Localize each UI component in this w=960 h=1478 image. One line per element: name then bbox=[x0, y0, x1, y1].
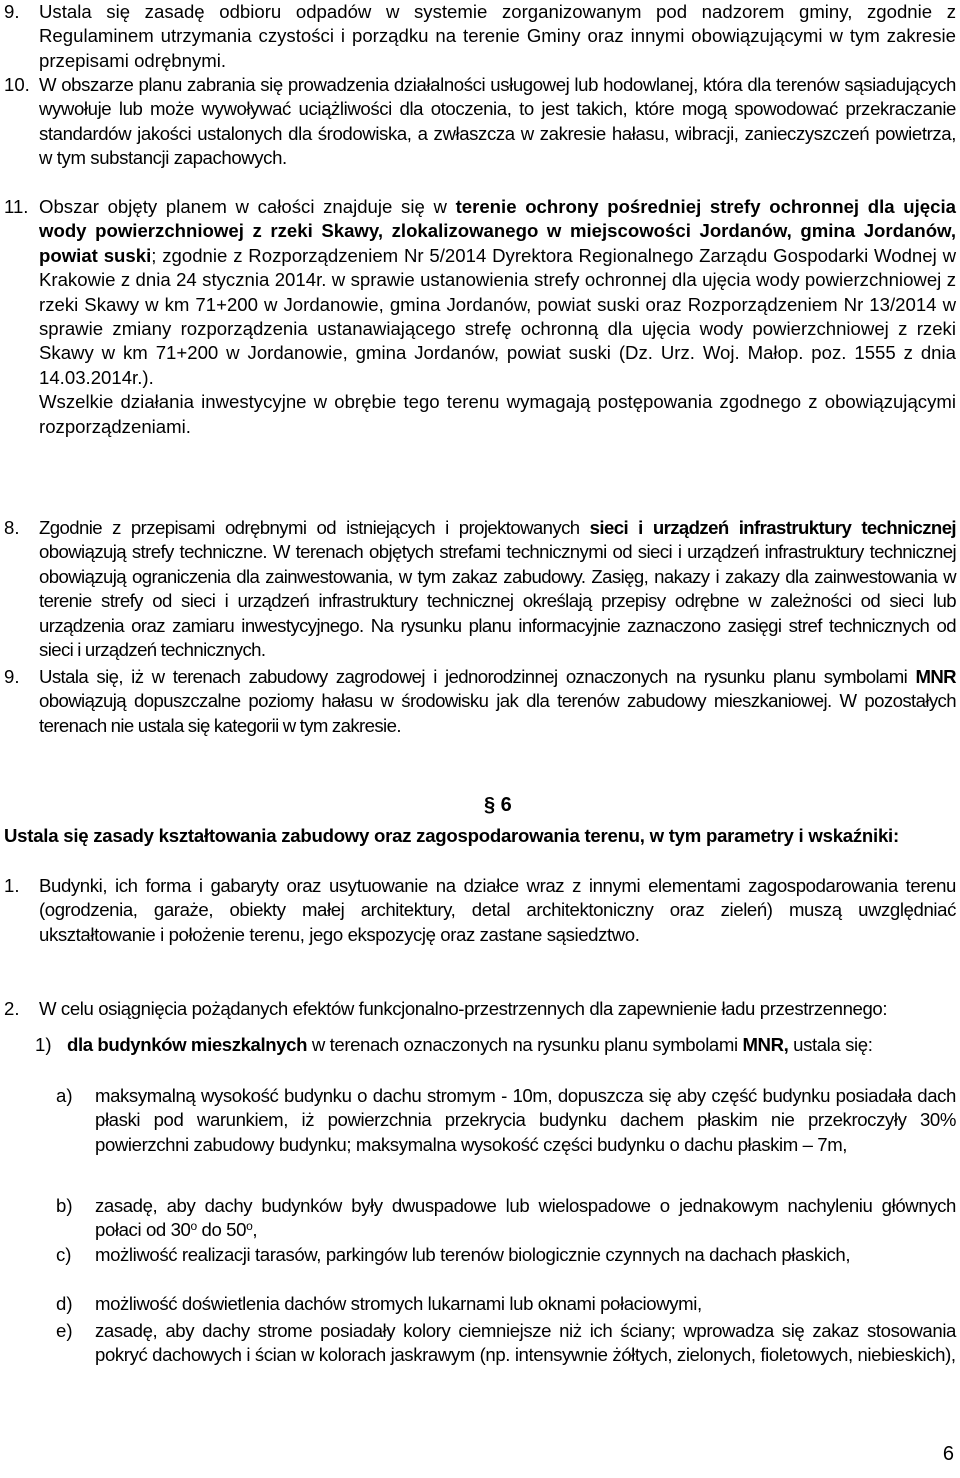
text-run: Obszar objęty planem w całości znajduje się w bbox=[39, 196, 456, 217]
rule-b-roof-slope bbox=[56, 1194, 956, 1243]
bold-text-mnr: MNR bbox=[915, 666, 956, 687]
list-item-9-waste bbox=[4, 0, 956, 73]
item-number: 8. bbox=[4, 517, 20, 538]
item-number: e) bbox=[56, 1320, 73, 1341]
item-text: W celu osiągnięcia pożądanych efektów funkcjonalno-przestrzennych dla zapewnienie ładu przestrzennego: bbox=[39, 998, 888, 1019]
item-number: b) bbox=[56, 1195, 73, 1216]
rule-d-skylights bbox=[56, 1292, 956, 1316]
rule-2-1-residential-buildings bbox=[35, 1033, 956, 1057]
list-item-11-protection-zone bbox=[4, 195, 956, 439]
text-run: obowiązują strefy techniczne. W terenach objętych strefami technicznymi od sieci i urządzeń infrastruktury technicznej obowiązują ograniczenia dla zainwestowania, w tym zakaz zabudowy. Zasięg, nakazy i zakazy dla zainwestowania w terenie strefy od sieci i urządzeń infrastruktury technicznej określają przepisy odrębne w zależności od sieci lub urządzenia oraz zamiaru inwestycyjnego. Na rysunku planu informacyjnie zaznaczono zasięgi stref technicznych od sieci i urządzeń technicznych. bbox=[39, 541, 956, 661]
item-number: 11. bbox=[4, 196, 29, 217]
item-text: zasadę, aby dachy strome posiadały kolory ciemniejsze niż ich ściany; wprowadza się zakaz stosowania pokryć dachowych i ścian w kolorach jaskrawym (np. intensywnie żółtych, zielonych, fioletowych, niebieskich), bbox=[95, 1320, 956, 1366]
rule-e-roof-colors bbox=[56, 1319, 956, 1368]
rule-1-building-form bbox=[4, 874, 956, 947]
text-run: ustala się: bbox=[788, 1034, 873, 1055]
item-text: Ustala się zasadę odbioru odpadów w systemie zorganizowanym pod nadzorem gminy, zgodnie z Regulaminem utrzymania czystości i porządku na terenie Gminy oraz innymi obowiązującymi w tym zakresie przepisami odrębnymi. bbox=[39, 1, 956, 71]
bold-text-infrastructure: sieci i urządzeń infrastruktury technicznej bbox=[589, 517, 956, 538]
text-run: Wszelkie działania inwestycyjne w obrębie tego terenu wymagają postępowania zgodnego z obowiązującymi rozporządzeniami. bbox=[39, 391, 956, 437]
item-number: a) bbox=[56, 1085, 73, 1106]
section-title: Ustala się zasady kształtowania zabudowy oraz zagospodarowania terenu, w tym parametry i wskaźniki: bbox=[4, 825, 899, 846]
text-run: do 50 bbox=[196, 1219, 247, 1241]
text-run: Ustala się, iż w terenach zabudowy zagrodowej i jednorodzinnej oznaczonych na rysunku planu symbolami bbox=[39, 666, 916, 687]
item-number: 10. bbox=[4, 74, 30, 95]
degree-superscript: o bbox=[246, 1219, 253, 1234]
item-number: 2. bbox=[4, 998, 20, 1019]
text-run: obowiązują dopuszczalne poziomy hałasu w środowisku jak dla terenów zabudowy mieszkaniowej. W pozostałych terenach nie ustala się kategorii w tym zakresie. bbox=[39, 690, 956, 736]
section-symbol: § 6 bbox=[484, 794, 512, 816]
item-number: c) bbox=[56, 1244, 72, 1265]
bold-text-residential: dla budynków mieszkalnych bbox=[67, 1034, 308, 1055]
degree-superscript: o bbox=[190, 1219, 197, 1234]
item-text: Budynki, ich forma i gabaryty oraz usytuowanie na działce wraz z innymi elementami zagospodarowania terenu (ogrodzenia, garaże, obiekty małej architektury, detal architektoniczny oraz zieleń) muszą uwzględniać ukształtowanie i położenie terenu, jego ekspozycję oraz zastane sąsiedztwo. bbox=[39, 875, 956, 945]
item-text bbox=[39, 195, 956, 439]
text-run: zasadę, aby dachy budynków były dwuspadowe lub wielospadowe o jednakowym nachyleniu głównych połaci od 30 bbox=[95, 1195, 956, 1241]
item-number: 1) bbox=[35, 1034, 52, 1055]
item-number: 1. bbox=[4, 875, 20, 896]
item-text bbox=[39, 516, 956, 662]
item-number: 9. bbox=[4, 1, 20, 22]
bold-text-mnr: MNR, bbox=[742, 1034, 789, 1055]
bold-text-protection-zone: terenie ochrony pośredniej strefy ochronnej dla ujęcia wody powierzchniowej z rzeki Skawy, zlokalizowanego w miejscowości Jordanów, gmina Jordanów, powiat suski bbox=[39, 196, 956, 266]
rule-a-max-height bbox=[56, 1084, 956, 1157]
text-run: w terenach oznaczonych na rysunku planu symbolami bbox=[307, 1034, 743, 1055]
item-text: W obszarze planu zabrania się prowadzenia działalności usługowej lub hodowlanej, która dla terenów sąsiadujących wywołuje lub może wywoływać uciążliwości dla otoczenia, to jest takich, które mogą spowodować przekraczanie standardów jakości ustalonych dla środowiska, a zwłaszcza w zakresie hałasu, wibracji, zanieczyszczeń powietrza, w tym substancji zapachowych. bbox=[39, 74, 956, 169]
text-run: Zgodnie z przepisami odrębnymi od istniejących i projektowanych bbox=[39, 517, 590, 538]
item-text: maksymalną wysokość budynku o dachu stromym - 10m, dopuszcza się aby część budynku posiadała dach płaski pod warunkiem, iż powierzchnia przekrycia budynku dachem płaskim nie przekroczyły 30% powierzchni zabudowy budynku; maksymalna wysokość części budynku o dachu płaskim – 7m, bbox=[95, 1085, 956, 1155]
text-run: ; zgodnie z Rozporządzeniem Nr 5/2014 Dyrektora Regionalnego Zarządu Gospodarki Wodnej w Krakowie z dnia 24 stycznia 2014r. w sprawie ustanowienia strefy ochronnej dla ujęcia wody powierzchniowej z rzeki Skawy w km 71+200 w Jordanowie, gmina Jordanów, powiat suski oraz Rozporządzeniem Nr 13/2014 w sprawie zmiany rozporządzenia ustanawiającego strefę ochronną dla ujęcia wody powierzchniowej z rzeki Skawy w km 71+200 w Jordanowie, gmina Jordanów, powiat suski (Dz. Urz. Woj. Małop. poz. 1555 z dnia 14.03.2014r.). bbox=[39, 244, 956, 388]
item-text: możliwość realizacji tarasów, parkingów lub terenów biologicznie czynnych na dachach płaskich, bbox=[95, 1244, 851, 1265]
item-text: możliwość doświetlenia dachów stromych lukarnami lub oknami połaciowymi, bbox=[95, 1293, 702, 1314]
item-number: 9. bbox=[4, 666, 20, 687]
item-text bbox=[39, 665, 956, 738]
list-item-9-noise bbox=[4, 665, 956, 738]
list-item-10-activity bbox=[4, 73, 956, 171]
item-text bbox=[95, 1194, 956, 1243]
item-text bbox=[67, 1033, 956, 1057]
text-run: , bbox=[252, 1219, 258, 1241]
list-item-8-infrastructure bbox=[4, 516, 956, 662]
rule-2-spatial-order bbox=[4, 997, 956, 1021]
rule-c-flat-roofs bbox=[56, 1243, 956, 1267]
page-number: 6 bbox=[942, 1443, 954, 1465]
item-number: d) bbox=[56, 1293, 73, 1314]
